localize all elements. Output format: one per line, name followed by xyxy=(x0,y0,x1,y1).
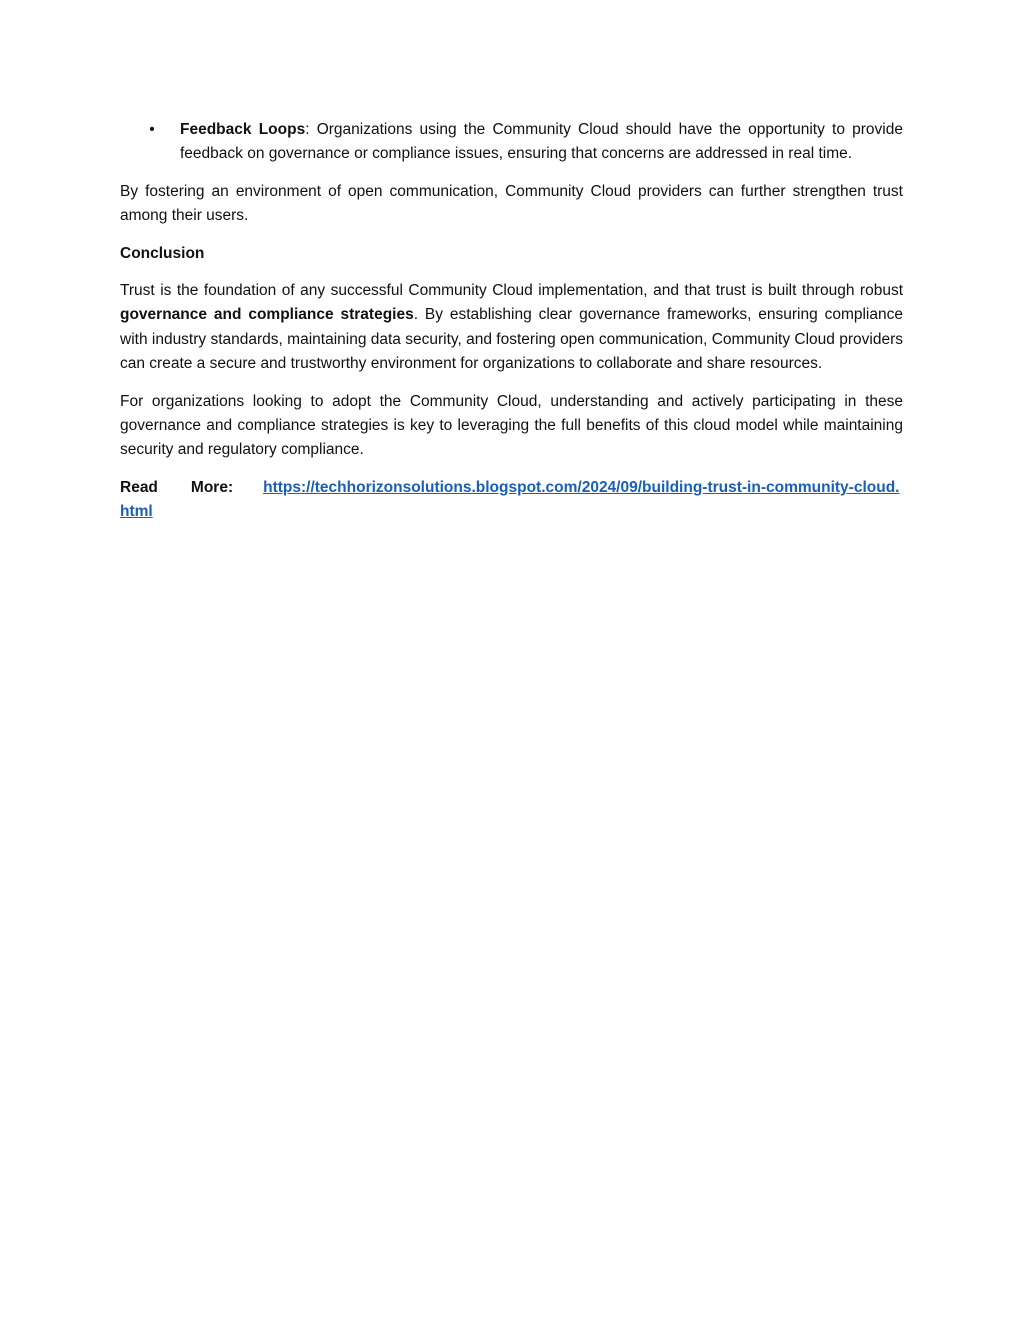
paragraph-conclusion-trust xyxy=(120,279,903,377)
bullet-separator: : xyxy=(305,121,310,138)
paragraph-conclusion-adopt: For organizations looking to adopt the Community Cloud, understanding and actively participating in these governance and compliance strategies is key to leveraging the full benefits of this cloud model while maintaining security and regulatory compliance. xyxy=(120,392,903,459)
read-more-label-read: Read xyxy=(120,478,158,496)
paragraph-open-communication: By fostering an environment of open communication, Community Cloud providers can further strengthen trust among their users. xyxy=(120,182,903,225)
conclusion-text-end: . By establishing clear governance frameworks, ensuring compliance with industry standards, maintaining data security, and fostering open communication, Community Cloud providers can create a secure and trustworthy environment for organizations to collaborate and share resources. xyxy=(120,306,903,373)
bullet-dot-icon: • xyxy=(149,121,155,138)
document-page xyxy=(120,118,903,525)
bullet-list xyxy=(120,118,903,167)
bullet-item-feedback-loops xyxy=(120,118,903,167)
bullet-text: Organizations using the Community Cloud should have the opportunity to provide feedback on governance or compliance issues, ensuring that concerns are addressed in real time. xyxy=(180,121,903,163)
bullet-title: Feedback Loops xyxy=(180,121,306,138)
section-heading-conclusion: Conclusion xyxy=(120,244,205,262)
read-more-label-more: More: xyxy=(190,478,234,496)
read-more-link[interactable]: https://techhorizonsolutions.blogspot.com/2024/09/building-trust-in-community-cloud.html xyxy=(120,478,900,521)
conclusion-text-start: Trust is the foundation of any successful Community Cloud implementation, and that trust is built through robust xyxy=(120,282,903,300)
conclusion-bold-phrase: governance and compliance strategies xyxy=(120,306,414,324)
read-more-line xyxy=(120,476,903,525)
